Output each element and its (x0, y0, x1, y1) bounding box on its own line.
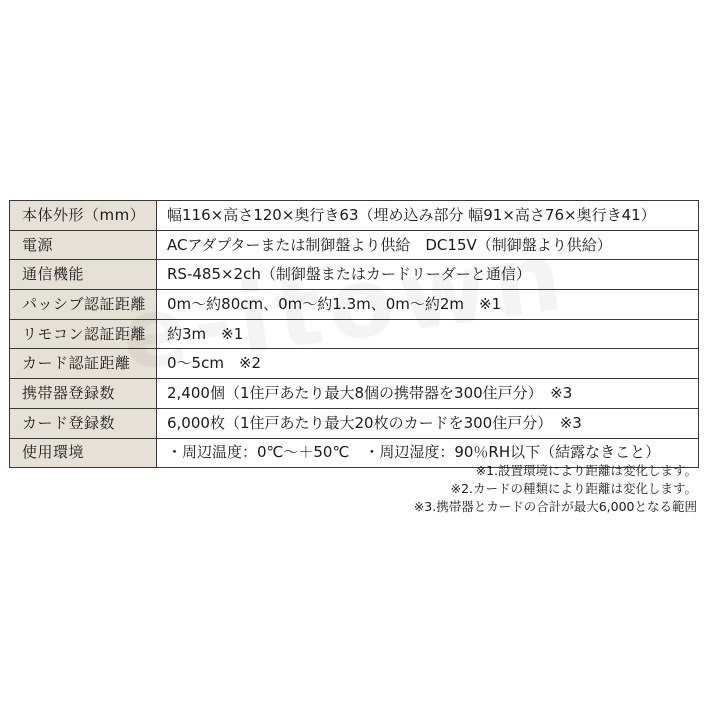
spec-row-power (10, 230, 699, 260)
row-value: ACアダプターまたは制御盤より供給 DC15V（制御盤より供給） (157, 230, 699, 260)
row-label: 携帯器登録数 (10, 379, 157, 409)
row-value: 約3m ※1 (157, 319, 699, 349)
row-value: 2,400個（1住戸あたり最大8個の携帯器を300住戸分） ※3 (157, 379, 699, 409)
row-label: カード登録数 (10, 408, 157, 438)
spec-row-dimensions (10, 201, 699, 231)
row-label: 電源 (10, 230, 157, 260)
row-value: 幅116×高さ120×奥行き63（埋め込み部分 幅91×高さ76×奥行き41） (157, 201, 699, 231)
row-value: 0～5cm ※2 (157, 349, 699, 379)
footnotes (414, 462, 697, 516)
row-label: カード認証距離 (10, 349, 157, 379)
footnote-2: ※2.カードの種類により距離は変化します。 (450, 481, 697, 496)
spec-row-card-distance (10, 349, 699, 379)
row-label: 通信機能 (10, 260, 157, 290)
spec-row-remote-distance (10, 319, 699, 349)
spec-row-device-count (10, 379, 699, 409)
spec-row-card-count (10, 408, 699, 438)
row-label: 本体外形（mm） (10, 201, 157, 231)
row-label: 使用環境 (10, 438, 157, 468)
row-value: 6,000枚（1住戸あたり最大20枚のカードを300住戸分） ※3 (157, 408, 699, 438)
row-label: リモコン認証距離 (10, 319, 157, 349)
footnote-1: ※1.設置環境により距離は変化します。 (475, 463, 697, 478)
row-value: RS-485×2ch（制御盤またはカードリーダーと通信） (157, 260, 699, 290)
row-value: ・周辺温度：0℃～＋50℃ ・周辺湿度：90％RH以下（結露なきこと） (157, 438, 699, 468)
spec-table (9, 200, 699, 468)
row-value: 0m～約80cm、0m～約1.3m、0m～約2m ※1 (157, 290, 699, 320)
spec-row-passive-distance (10, 290, 699, 320)
footnote-3: ※3.携帯器とカードの合計が最大6,000となる範囲 (413, 499, 697, 514)
row-label: パッシブ認証距離 (10, 290, 157, 320)
spec-row-communication (10, 260, 699, 290)
